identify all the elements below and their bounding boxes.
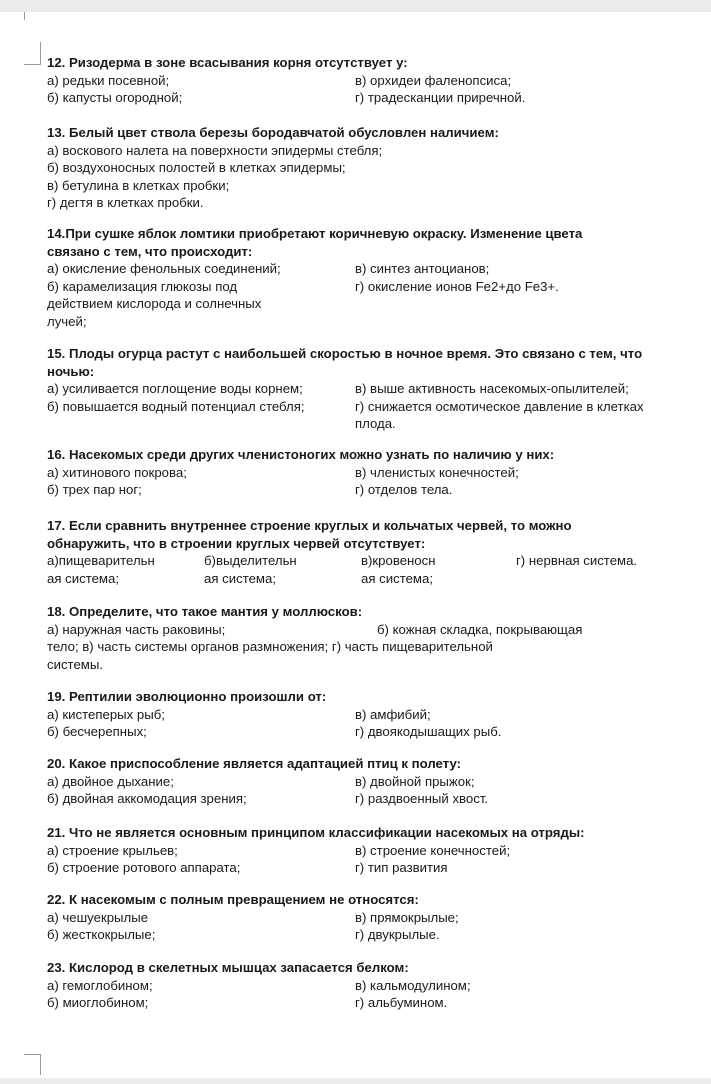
option-a-line2: ая система;: [47, 570, 119, 586]
option-v: в) двойной прыжок;: [355, 773, 475, 789]
option-v: в) членистых конечностей;: [355, 464, 519, 480]
option-b: б) жесткокрылые;: [47, 927, 156, 942]
document-page: [0, 12, 711, 1078]
option-g: г) отделов тела.: [355, 482, 453, 497]
option-b: б) миоглобином;: [47, 995, 149, 1010]
option-v: в) синтез антоцианов;: [355, 261, 490, 276]
option-v: в) бетулина в клетках пробки;: [47, 177, 230, 193]
option-a: а) хитинового покрова;: [47, 464, 187, 480]
question-title-line2: ночью:: [47, 363, 95, 379]
question-title: 20. Какое приспособление является адаптацией птиц к полету:: [47, 756, 462, 771]
option-a: а) усиливается поглощение воды корнем;: [47, 381, 303, 396]
question-title-line1: 17. Если сравнить внутреннее строение круглых и кольчатых червей, то можно: [47, 518, 572, 533]
option-b: б) повышается водный потенциал стебля;: [47, 398, 305, 414]
option-a: а) гемоглобином;: [47, 977, 153, 993]
option-b: б) двойная аккомодация зрения;: [47, 791, 247, 806]
option-a: а) строение крыльев;: [47, 842, 178, 858]
option-v: в) выше активность насекомых-опылителей;: [355, 381, 629, 396]
option-b-start: б) кожная складка, покрывающая: [377, 621, 583, 637]
option-v: в) прямокрылые;: [355, 909, 459, 925]
question-title-line1: 14.При сушке яблок ломтики приобретают коричневую окраску. Изменение цвета: [47, 226, 583, 241]
question-17: [47, 517, 697, 587]
question-title-line2: связано с тем, что происходит:: [47, 243, 253, 259]
option-a: а) воскового налета на поверхности эпидермы стебля;: [47, 142, 383, 158]
question-title: 18. Определите, что такое мантия у моллюсков:: [47, 604, 363, 619]
question-title: 19. Рептилии эволюционно произошли от:: [47, 689, 327, 704]
option-a-line1: а)пищеварительн: [47, 553, 155, 568]
question-23: [47, 959, 697, 1012]
option-a: а) наружная часть раковины;: [47, 621, 226, 637]
option-b: б) трех пар ног;: [47, 482, 142, 497]
option-g: г) нервная система.: [516, 553, 638, 568]
option-b: б) строение ротового аппарата;: [47, 860, 241, 875]
question-title: 13. Белый цвет ствола березы бородавчатой обусловлен наличием:: [47, 125, 499, 140]
option-g: г) раздвоенный хвост.: [355, 791, 489, 806]
question-16: [47, 446, 697, 499]
option-v: в) кальмодулином;: [355, 977, 471, 993]
option-b-line1: б)выделительн: [204, 553, 297, 568]
option-v-line1: в)кровеносн: [361, 553, 436, 568]
question-title: 16. Насекомых среди других членистоногих можно узнать по наличию у них:: [47, 447, 555, 462]
option-g: г) двоякодышащих рыб.: [355, 724, 502, 739]
option-g: г) окисление ионов Fe2+до Fe3+.: [355, 278, 559, 294]
question-title: 23. Кислород в скелетных мышцах запасается белком:: [47, 960, 409, 975]
option-b: б) карамелизация глюкозы под действием кислорода и солнечных лучей;: [47, 278, 262, 329]
option-g: г) альбумином.: [355, 995, 448, 1010]
option-v-line2: ая система;: [361, 570, 433, 586]
option-a: а) окисление фенольных соединений;: [47, 261, 281, 276]
option-b: б) бесчерепных;: [47, 724, 147, 739]
option-v: в) орхидеи фаленопсиса;: [355, 72, 512, 88]
question-22: [47, 891, 697, 944]
question-21: [47, 824, 697, 877]
options-continued-end: системы.: [47, 656, 103, 672]
question-18: [47, 603, 697, 673]
option-a: а) кистеперых рыб;: [47, 706, 165, 722]
margin-mark: [24, 12, 25, 20]
corner-mark-top: [24, 42, 41, 65]
question-title: 21. Что не является основным принципом классификации насекомых на отряды:: [47, 825, 585, 840]
option-g: г) дегтя в клетках пробки.: [47, 195, 204, 210]
option-g: г) традесканции приречной.: [355, 90, 526, 105]
question-14: [47, 225, 697, 330]
option-a: а) чешуекрылые: [47, 909, 149, 925]
question-13: [47, 124, 697, 212]
option-g: г) двукрылые.: [355, 927, 440, 942]
question-title-line1: 15. Плоды огурца растут с наибольшей скоростью в ночное время. Это связано с тем, что: [47, 346, 643, 361]
option-v: в) строение конечностей;: [355, 842, 511, 858]
options-continued: тело; в) часть системы органов размножения; г) часть пищеварительной: [47, 639, 493, 654]
question-title-line2: обнаружить, что в строении круглых червей отсутствует:: [47, 535, 426, 551]
option-b: б) воздухоносных полостей в клетках эпидермы;: [47, 160, 346, 175]
option-b-line2: ая система;: [204, 570, 276, 586]
option-a: а) двойное дыхание;: [47, 773, 174, 789]
option-v: в) амфибий;: [355, 706, 431, 722]
question-title: 22. К насекомым с полным превращением не относятся:: [47, 892, 419, 907]
option-g: г) тип развития: [355, 860, 448, 875]
question-12: [47, 54, 697, 107]
corner-mark-bottom: [24, 1054, 41, 1075]
option-g: г) снижается осмотическое давление в клетках плода.: [355, 398, 644, 431]
question-19: [47, 688, 697, 741]
question-15: [47, 345, 697, 433]
option-b: б) капусты огородной;: [47, 90, 183, 105]
option-a: а) редьки посевной;: [47, 72, 170, 88]
question-title: 12. Ризодерма в зоне всасывания корня отсутствует у:: [47, 55, 408, 70]
question-20: [47, 755, 697, 808]
